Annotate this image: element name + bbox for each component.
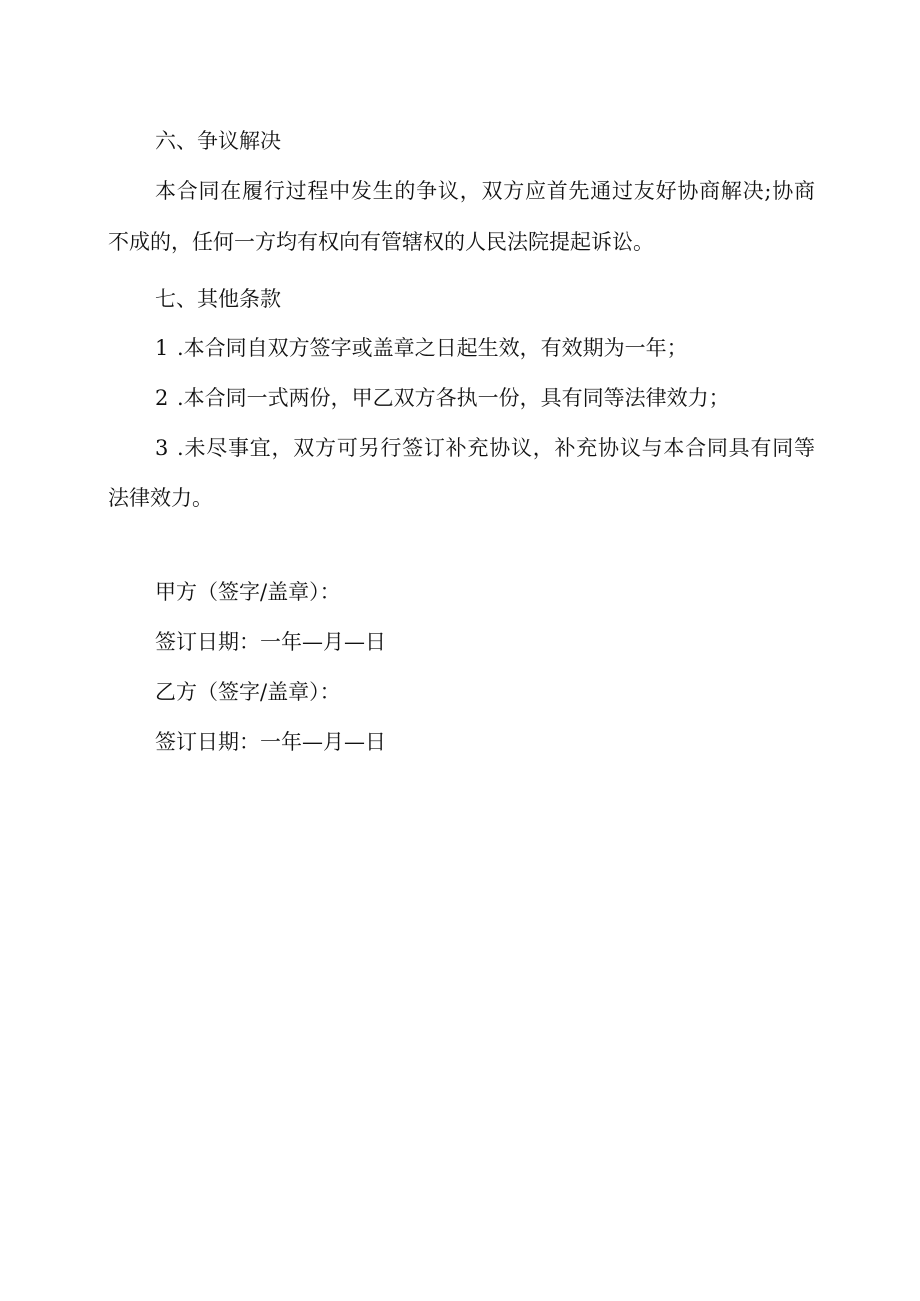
clause-item-3-continuation: 法律效力。 <box>108 486 213 510</box>
clause-item-2 <box>155 383 730 413</box>
dispute-body-line2: 不成的，任何一方均有权向有管辖权的人民法院提起诉讼。 <box>108 230 654 254</box>
clause-number: 1 <box>155 336 169 360</box>
clause-text: .未尽事宜，双方可另行签订补充协议，补充协议与本合同具有同等 <box>177 436 815 460</box>
clause-text: .本合同自双方签字或盖章之日起生效，有效期为一年； <box>177 336 688 360</box>
dispute-heading: 六、争议解决 <box>155 129 281 153</box>
party-a-signature: 甲方（签字/盖章）： <box>155 580 341 604</box>
clause-number: 2 <box>155 386 169 410</box>
clause-text: .本合同一式两份，甲乙双方各执一份，具有同等法律效力； <box>177 386 730 410</box>
clause-item-1 <box>155 333 688 363</box>
clause-item-3 <box>155 433 815 463</box>
party-b-sign-date: 签订日期：一年—月—日 <box>155 730 386 754</box>
dispute-body-line1: 本合同在履行过程中发生的争议，双方应首先通过友好协商解决;协商 <box>155 179 815 203</box>
clause-number: 3 <box>155 436 169 460</box>
other-terms-heading: 七、其他条款 <box>155 287 281 311</box>
party-b-signature: 乙方（签字/盖章）： <box>155 680 341 704</box>
party-a-sign-date: 签订日期：一年—月—日 <box>155 630 386 654</box>
